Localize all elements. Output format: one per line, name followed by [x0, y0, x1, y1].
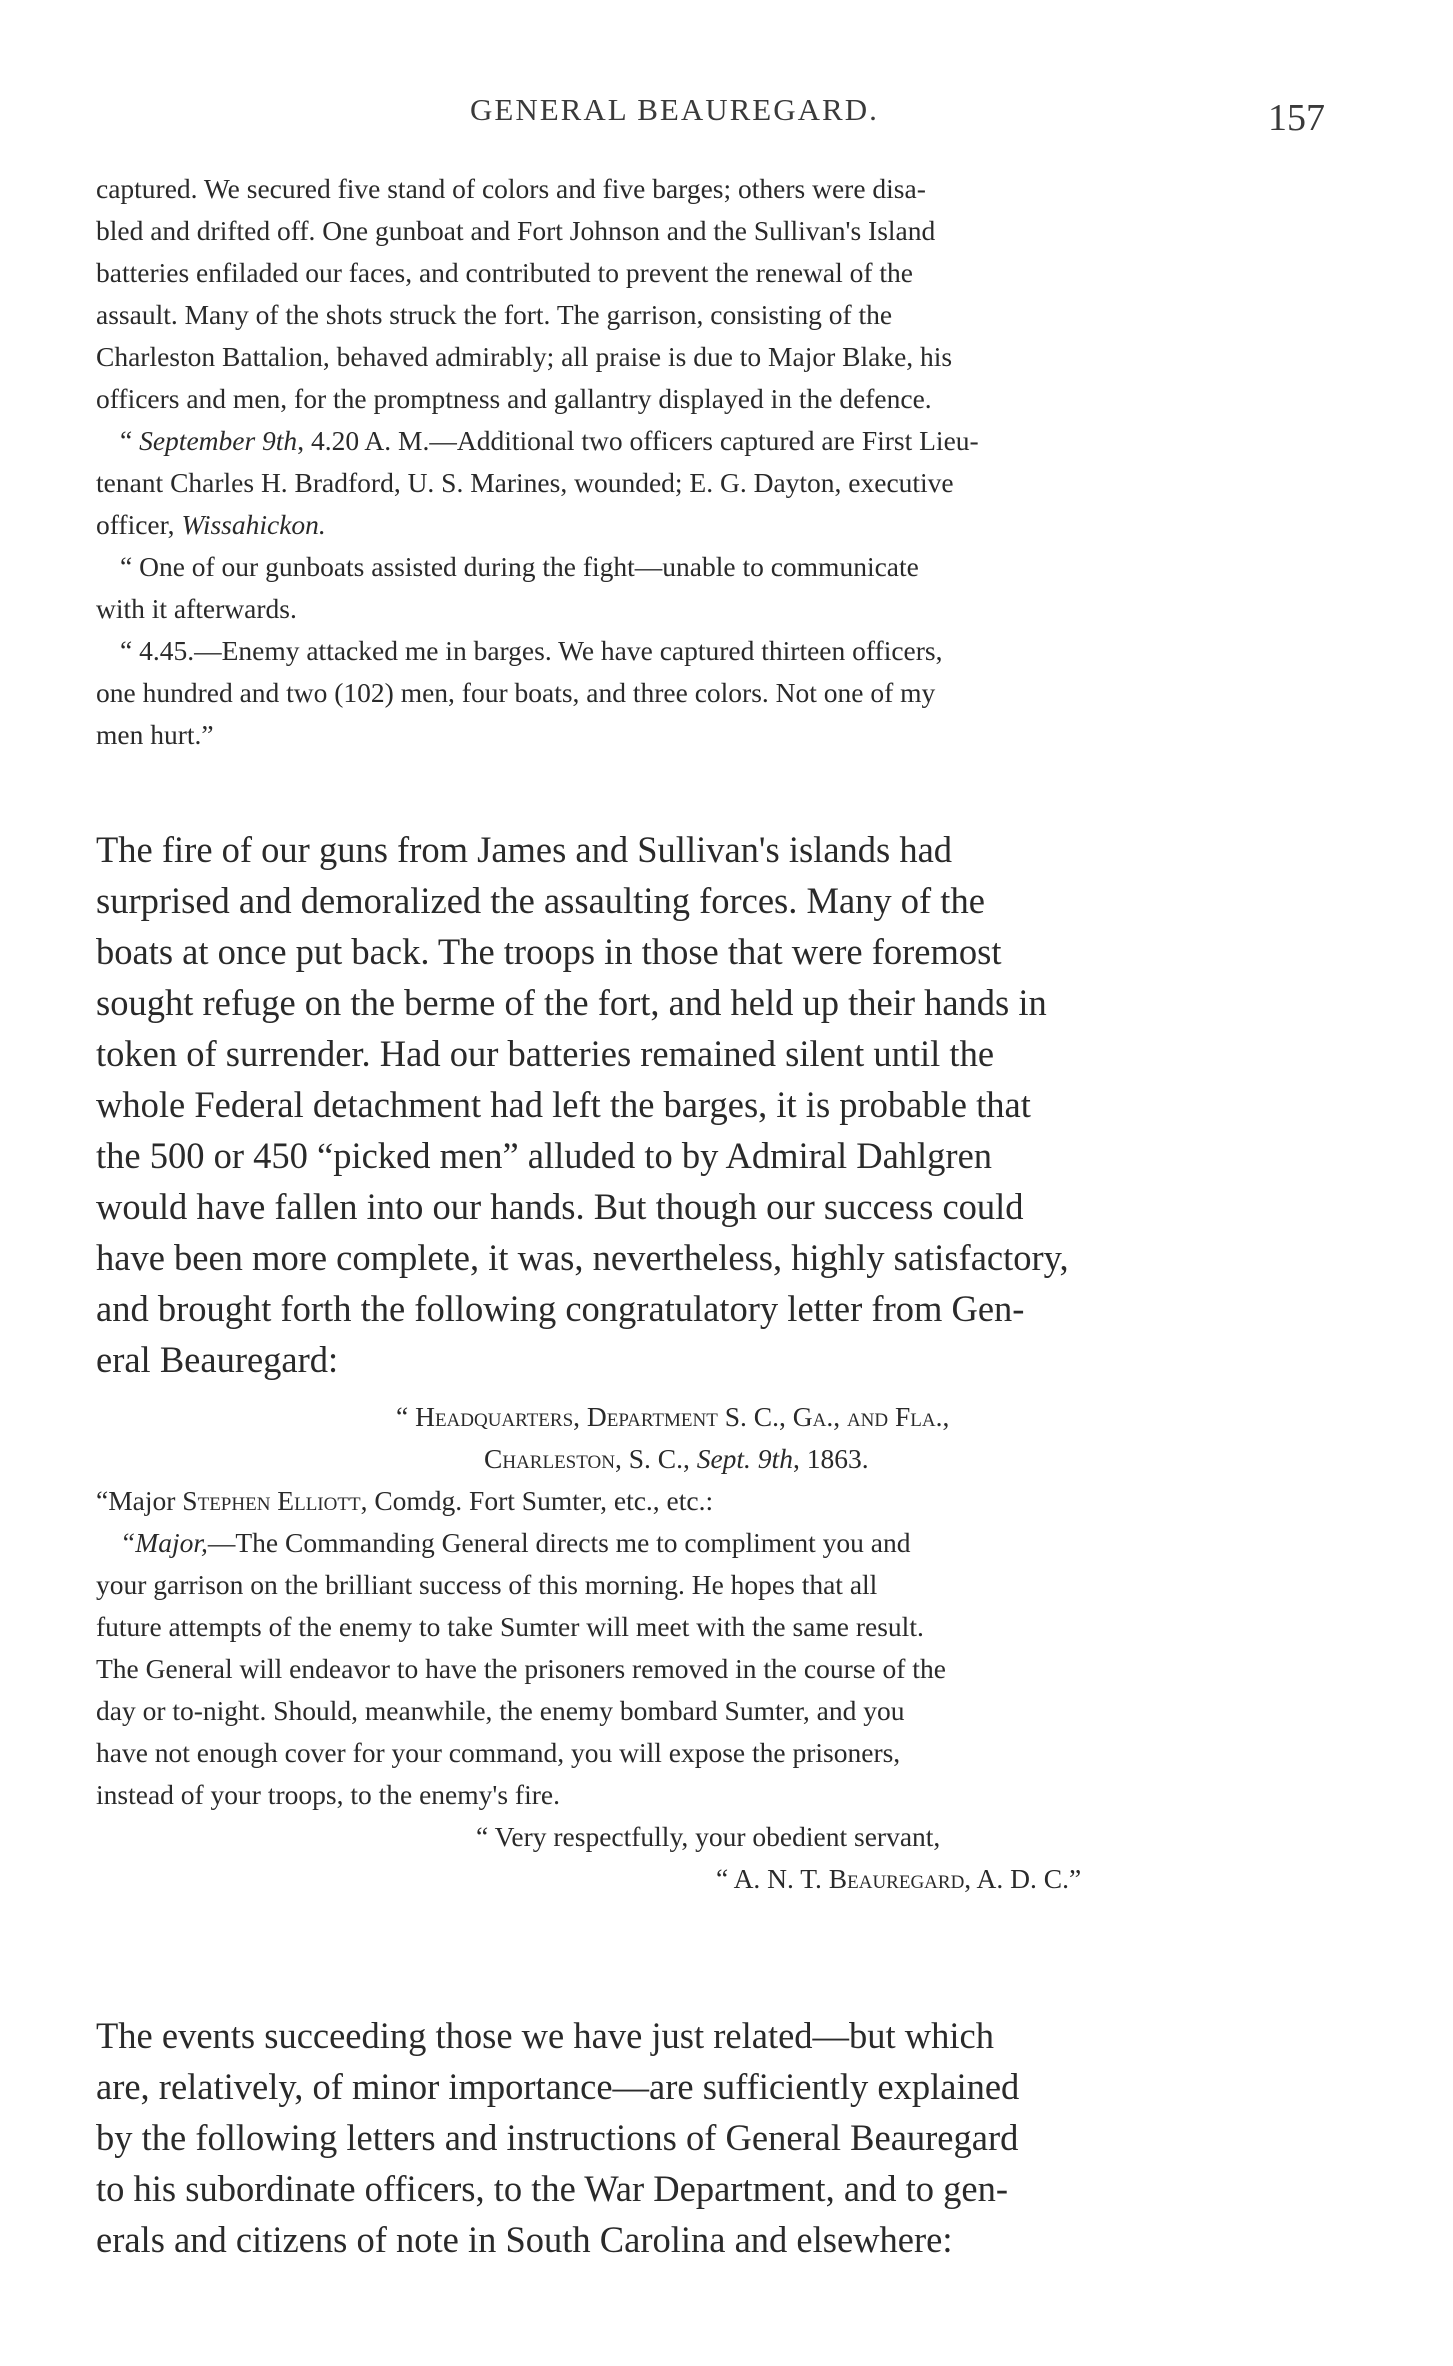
narrative-line: whole Federal detachment had left the barges, it is probable that [96, 1084, 1031, 1125]
report-line: assault. Many of the shots struck the fort. The garrison, consisting of the [96, 299, 893, 330]
report-text: officer, [96, 509, 182, 540]
report-line: officers and men, for the promptness and gallantry displayed in the defence. [96, 383, 932, 414]
page-number: 157 [1268, 97, 1325, 139]
report-line: Charleston Battalion, behaved admirably; all praise is due to Major Blake, his [96, 341, 953, 372]
narrative-line: the 500 or 450 “picked men” alluded to by Admiral Dahlgren [96, 1135, 993, 1176]
addressee-prefix: “Major [96, 1485, 183, 1516]
letter-body-line: have not enough cover for your command, you will expose the prisoners, [96, 1737, 901, 1768]
report-line: tenant Charles H. Bradford, U. S. Marines, wounded; E. G. Dayton, executive [96, 467, 954, 498]
narrative-line: token of surrender. Had our batteries remained silent until the [96, 1033, 995, 1074]
ship-name: Wissahickon. [181, 509, 326, 540]
letter-closing: “ Very respectfully, your obedient servant, [476, 1821, 941, 1852]
letter-date: Sept. 9th [696, 1443, 793, 1474]
narrative-line: would have fallen into our hands. But though our success could [96, 1186, 1024, 1227]
letter-place: Charleston, S. C., [484, 1443, 697, 1474]
narrative-line: The events succeeding those we have just related—but which [96, 2015, 995, 2056]
report-line: “ One of our gunboats assisted during the fight—unable to communicate [120, 551, 919, 582]
narrative-line: to his subordinate officers, to the War Department, and to gen- [96, 2168, 1009, 2209]
letter-body-line: instead of your troops, to the enemy's fire. [96, 1779, 560, 1810]
letter-body-line [96, 1522, 1332, 1564]
narrative-line: eral Beauregard: [96, 1339, 339, 1380]
report-line: with it afterwards. [96, 593, 297, 624]
report-line: one hundred and two (102) men, four boats, and three colors. Not one of my [96, 677, 936, 708]
narrative-line: sought refuge on the berme of the fort, and held up their hands in [96, 982, 1047, 1023]
congratulatory-letter [96, 1396, 1332, 1900]
letter-signature [96, 1858, 1332, 1900]
letter-body-line: day or to-night. Should, meanwhile, the enemy bombard Sumter, and you [96, 1695, 905, 1726]
running-head [0, 88, 1453, 138]
letter-addressee [96, 1480, 1332, 1522]
quote-mark: “ [120, 425, 140, 456]
narrative-line: are, relatively, of minor importance—are sufficiently explained [96, 2066, 1020, 2107]
narrative-line: boats at once put back. The troops in those that were foremost [96, 931, 1002, 972]
letter-text: —The Commanding General directs me to compliment you and [207, 1527, 911, 1558]
letter-body-line: future attempts of the enemy to take Sumter will meet with the same result. [96, 1611, 924, 1642]
report-line: bled and drifted off. One gunboat and Fort Johnson and the Sullivan's Island [96, 215, 936, 246]
report-line [96, 504, 1332, 546]
report-excerpt [96, 168, 1332, 756]
letter-heading-line [96, 1438, 1332, 1480]
date-italic: September 9th [139, 425, 298, 456]
report-line: batteries enfiladed our faces, and contributed to prevent the renewal of the [96, 257, 914, 288]
letter-body-line: The General will endeavor to have the prisoners removed in the course of the [96, 1653, 946, 1684]
narrative-paragraph-1 [96, 824, 1332, 1385]
report-line: men hurt.” [96, 719, 214, 750]
letter-year: , 1863. [792, 1443, 869, 1474]
report-line: captured. We secured five stand of colors and five barges; others were disa- [96, 173, 926, 204]
letter-heading-line [96, 1396, 1332, 1438]
report-line: “ 4.45.—Enemy attacked me in barges. We have captured thirteen officers, [120, 635, 943, 666]
salutation: “Major, [120, 1527, 208, 1558]
narrative-line: The fire of our guns from James and Sullivan's islands had [96, 829, 953, 870]
letter-heading-text: “ Headquarters, Department S. C., Ga., and Fla., [396, 1401, 950, 1432]
narrative-line: and brought forth the following congratulatory letter from Gen- [96, 1288, 1025, 1329]
report-text: , 4.20 A. M.—Additional two officers captured are First Lieu- [297, 425, 979, 456]
addressee-name: Stephen Elliott [182, 1485, 361, 1516]
signature-text: “ A. N. T. Beauregard, A. D. C.” [716, 1863, 1082, 1894]
running-title: GENERAL BEAUREGARD. [470, 92, 879, 127]
narrative-line: have been more complete, it was, nevertheless, highly satisfactory, [96, 1237, 1069, 1278]
narrative-paragraph-2 [96, 2010, 1332, 2265]
report-line [96, 420, 1332, 462]
narrative-line: surprised and demoralized the assaulting forces. Many of the [96, 880, 985, 921]
narrative-line: by the following letters and instructions of General Beauregard [96, 2117, 1019, 2158]
addressee-rest: , Comdg. Fort Sumter, etc., etc.: [360, 1485, 714, 1516]
letter-body-line: your garrison on the brilliant success of this morning. He hopes that all [96, 1569, 878, 1600]
narrative-line: erals and citizens of note in South Carolina and elsewhere: [96, 2219, 953, 2260]
